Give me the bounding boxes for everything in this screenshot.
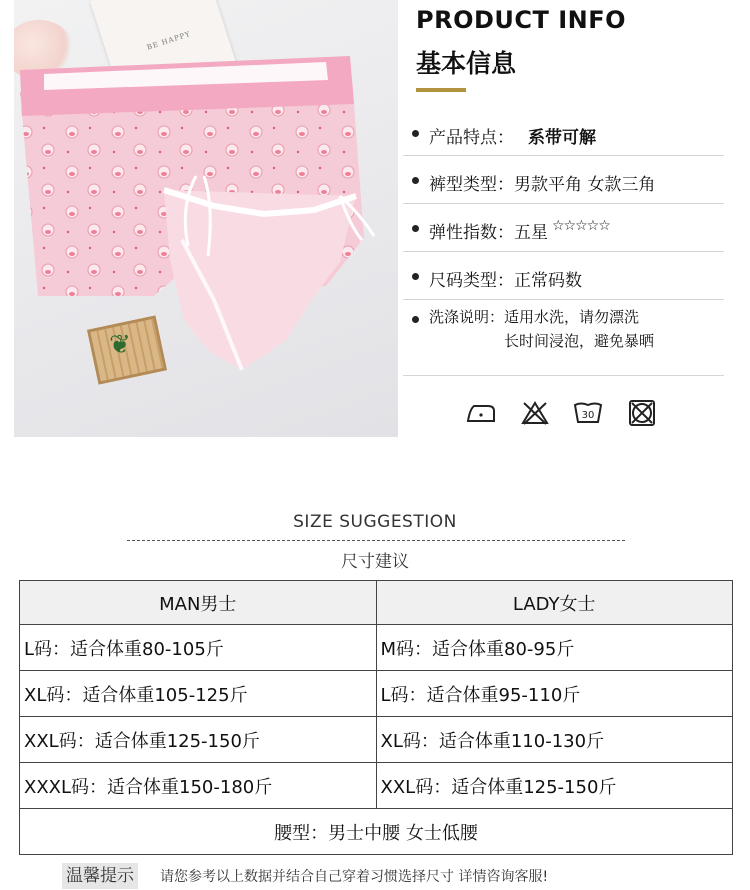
attr-row-cut [403, 156, 724, 204]
table-row [20, 763, 733, 809]
product-photo [14, 0, 398, 437]
star-rating-icon: ☆☆☆☆☆ [552, 218, 610, 234]
attr-label: 弹性指数： [429, 223, 514, 243]
palm-icon: ❦ [109, 330, 131, 360]
header-lady: LADY女士 [376, 581, 733, 625]
attr-label: 产品特点： [429, 128, 514, 148]
attr-value: 男款平角 女款三角 [514, 175, 656, 195]
no-tumble-dry-icon [628, 399, 656, 427]
wash-30-icon [573, 400, 603, 426]
size-table [19, 580, 733, 855]
size-title-cn: 尺寸建议 [341, 552, 409, 572]
no-bleach-icon [521, 400, 549, 426]
card-text: BE HAPPY [145, 29, 192, 52]
info-title-cn: 基本信息 [416, 49, 517, 78]
man-size-cell: XXL码：适合体重125-150斤 [20, 717, 377, 763]
table-header-row [20, 581, 733, 625]
info-title-en: PRODUCT INFO [416, 6, 627, 34]
attribute-list [403, 112, 724, 376]
man-size-cell: XL码：适合体重105-125斤 [20, 671, 377, 717]
title-underline [416, 88, 466, 92]
bullet-icon [412, 130, 419, 137]
table-row [20, 717, 733, 763]
dashed-divider [127, 540, 625, 541]
attr-label: 尺码类型： [429, 271, 514, 291]
care-text [504, 305, 654, 353]
lady-size-cell: XL码：适合体重110-130斤 [376, 717, 733, 763]
bullet-icon [412, 273, 419, 280]
header-man: MAN男士 [20, 581, 377, 625]
lady-size-cell: L码：适合体重95-110斤 [376, 671, 733, 717]
tip-bar [62, 862, 548, 890]
care-line: 适用水洗，请勿漂洗 [504, 308, 640, 326]
attr-value: 五星 [514, 223, 548, 243]
care-line: 长时间浸泡，避免暴晒 [504, 332, 655, 350]
man-size-cell: L码：适合体重80-105斤 [20, 625, 377, 671]
table-row [20, 671, 733, 717]
care-symbols [466, 396, 656, 430]
tip-tag: 温馨提示 [62, 863, 138, 889]
attr-row-care [403, 300, 724, 376]
attr-value: 正常码数 [514, 271, 582, 291]
iron-icon [466, 401, 496, 425]
lady-size-cell: XXL码：适合体重125-150斤 [376, 763, 733, 809]
bullet-icon [412, 316, 419, 323]
attr-value: 系带可解 [528, 128, 596, 148]
size-title-en: SIZE SUGGESTION [293, 512, 457, 532]
attr-row-elasticity [403, 204, 724, 252]
tip-message: 请您参考以上数据并结合自己穿着习惯选择尺寸 详情咨询客服! [160, 869, 549, 885]
attr-label: 洗涤说明： [429, 308, 505, 326]
waist-type-cell: 腰型：男士中腰 女士低腰 [20, 809, 733, 855]
attr-row-feature [403, 112, 724, 156]
attr-label: 裤型类型： [429, 175, 514, 195]
attr-row-size-type [403, 252, 724, 300]
table-row [20, 625, 733, 671]
man-size-cell: XXXL码：适合体重150-180斤 [20, 763, 377, 809]
bullet-icon [412, 177, 419, 184]
lady-size-cell: M码：适合体重80-95斤 [376, 625, 733, 671]
underwear-illustration [14, 0, 398, 437]
table-footer-row [20, 809, 733, 855]
bullet-icon [412, 225, 419, 232]
wash-temp: 30 [581, 410, 595, 421]
